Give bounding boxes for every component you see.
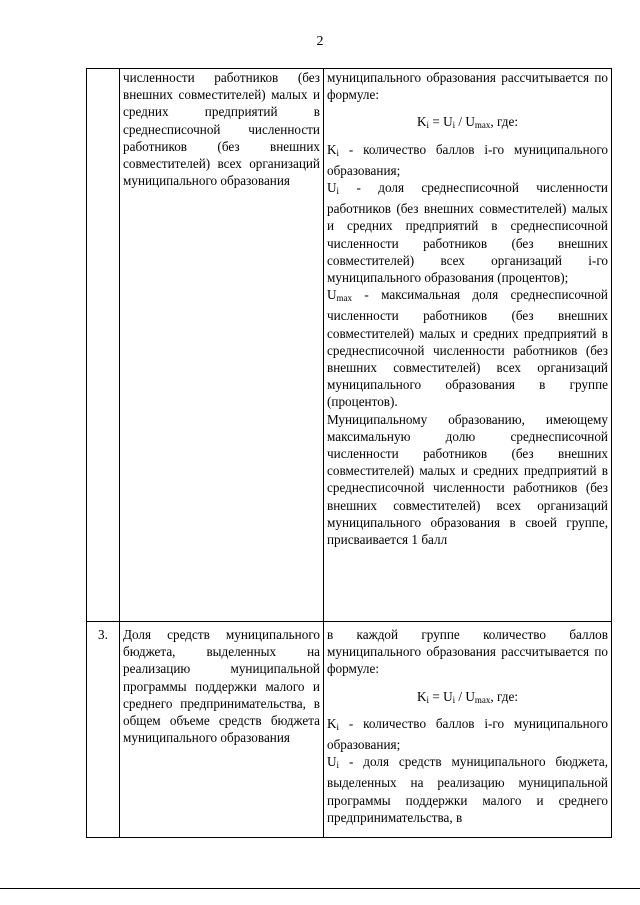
row-number-cell: 3.	[87, 622, 120, 838]
page-bottom-rule	[0, 888, 640, 889]
conclusion: Муниципальному образованию, имеющему максимальную долю среднесписочной численности работников (без внешних совместителей) малых и средних предприятий в среднесписочной численности работников (без внешних совместителей) всех организаций муниципального образования в своей группе, присваивается 1 балл	[327, 411, 608, 548]
method-intro: в каждой группе количество баллов муниципального образования рассчитывается по формуле:	[327, 627, 608, 677]
formula: $K_i = U_i / U_{max}$, где:	[417, 114, 518, 131]
table-row	[87, 622, 612, 838]
page-number: 2	[316, 34, 324, 49]
definition-u: $U_i$ - доля среднесписочной численности работников (без внешних совместителей) малых и средних предприятий в среднесписочной численности работников (без внешних совместителей) всех организаций i-го муниципального образования (процентов);	[327, 180, 608, 286]
table-row	[87, 69, 612, 622]
definition-u: $U_i$ - доля средств муниципального бюджета, выделенных на реализацию муниципальной программы поддержки малого и среднего предпринимательства, в	[327, 754, 608, 825]
definition-k: $K_i$ - количество баллов i-го муниципального образования;	[327, 715, 608, 753]
indicator-cell: Доля средств муниципального бюджета, выделенных на реализацию муниципальной программы поддержки малого и среднего предпринимательства, в общем объеме средств бюджета муниципального образования	[120, 622, 324, 838]
method-cell	[324, 69, 612, 622]
method-intro: муниципального образования рассчитывается по формуле:	[327, 70, 608, 103]
method-cell	[324, 622, 612, 838]
row-number-cell	[87, 69, 120, 622]
definition-umax: $U_{max}$ - максимальная доля среднесписочной численности работников (без внешних совместителей) малых и средних предприятий в среднесписочной численности работников (без внешних совместителей) всех организаций муниципального образования в группе (процентов).	[327, 287, 608, 410]
criteria-table	[86, 68, 612, 838]
indicator-cell: численности работников (без внешних совместителей) малых и средних предприятий в среднесписочной численности работников (без внешних совместителей) всех организаций муниципального образования	[120, 69, 324, 622]
formula: $K_i = U_i / U_{max}$, где:	[417, 688, 518, 705]
definition-k: $K_i$ - количество баллов i-го муниципального образования;	[327, 141, 608, 178]
